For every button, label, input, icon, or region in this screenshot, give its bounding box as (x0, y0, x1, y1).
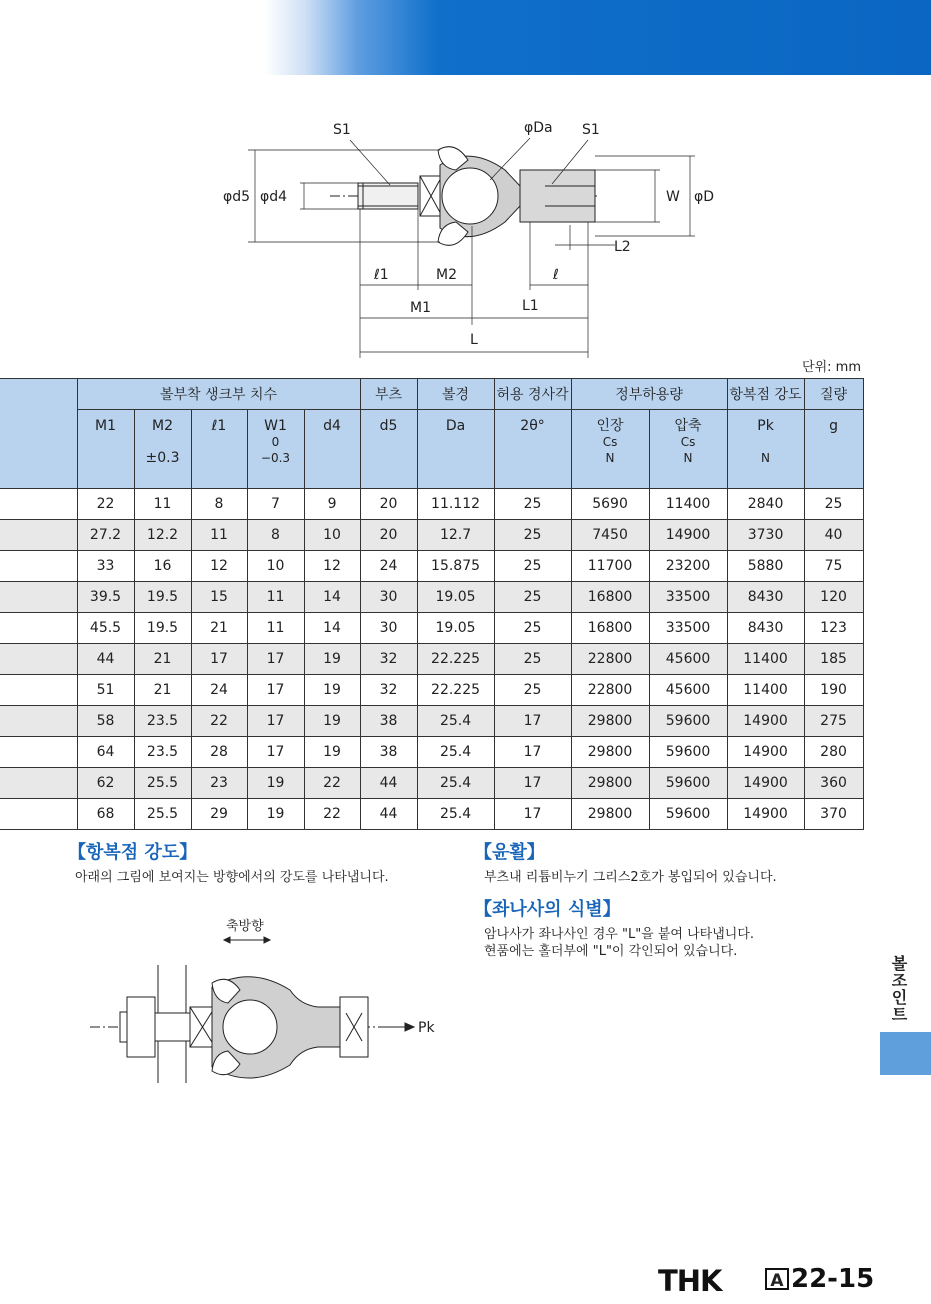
table-cell: 32 (360, 675, 417, 706)
table-cell: 25 (494, 582, 571, 613)
table-cell: 14900 (727, 706, 804, 737)
table-cell: 28 (191, 737, 247, 768)
row-blank-cell (0, 737, 77, 768)
table-cell: 23200 (649, 551, 727, 582)
row-blank-cell (0, 644, 77, 675)
page-prefix-box: A (765, 1268, 789, 1290)
table-cell: 8 (247, 520, 304, 551)
table-cell: 20 (360, 520, 417, 551)
left-thread-text-2: 현품에는 홀더부에 "L"이 각인되어 있습니다. (484, 944, 738, 959)
table-cell: 14900 (649, 520, 727, 551)
table-cell: 16800 (571, 613, 649, 644)
table-cell: 59600 (649, 768, 727, 799)
row-blank-cell (0, 520, 77, 551)
page-number: 22-15 (791, 1264, 875, 1294)
table-cell: 21 (134, 644, 191, 675)
table-cell: 17 (247, 675, 304, 706)
sub-tension: 인장 Cs N (571, 410, 649, 489)
table-cell: 22 (77, 489, 134, 520)
table-cell: 11400 (727, 644, 804, 675)
table-cell: 12.2 (134, 520, 191, 551)
table-cell: 17 (247, 737, 304, 768)
table-cell: 11 (134, 489, 191, 520)
table-row (0, 675, 863, 706)
table-row (0, 551, 863, 582)
table-cell: 12 (191, 551, 247, 582)
table-cell: 11 (247, 613, 304, 644)
table-cell: 17 (494, 768, 571, 799)
header-bolt-shank: 볼부착 생크부 치수 (77, 379, 360, 410)
table-cell: 29800 (571, 799, 649, 830)
table-cell: 29800 (571, 706, 649, 737)
sub-w1: W1 0 −0.3 (247, 410, 304, 489)
label-ell1: ℓ1 (374, 267, 389, 283)
table-cell: 5880 (727, 551, 804, 582)
table-cell: 11.112 (417, 489, 494, 520)
table-cell: 11400 (649, 489, 727, 520)
table-cell: 19.5 (134, 613, 191, 644)
row-blank-cell (0, 768, 77, 799)
label-ell: ℓ (553, 267, 559, 283)
yield-section-title: 【항복점 강도】 (68, 842, 198, 863)
table-cell: 33 (77, 551, 134, 582)
ball-joint-drawing (0, 0, 931, 370)
lube-section-title: 【윤활】 (474, 842, 545, 863)
table-cell: 45.5 (77, 613, 134, 644)
row-blank-cell (0, 706, 77, 737)
left-thread-section-title: 【좌나사의 식별】 (474, 899, 621, 920)
table-cell: 14 (304, 582, 360, 613)
row-blank-cell (0, 489, 77, 520)
header-blank (0, 379, 77, 489)
sub-m1: M1 (77, 410, 134, 489)
table-cell: 16800 (571, 582, 649, 613)
table-cell: 17 (247, 644, 304, 675)
table-cell: 59600 (649, 706, 727, 737)
unit-label: 단위: mm (802, 360, 861, 375)
table-row (0, 737, 863, 768)
table-cell: 22.225 (417, 644, 494, 675)
table-cell: 2840 (727, 489, 804, 520)
table-cell: 19 (304, 644, 360, 675)
table-cell: 280 (804, 737, 863, 768)
label-l2: L2 (614, 239, 631, 255)
label-phi-d4: φd4 (260, 189, 288, 205)
table-cell: 19 (304, 737, 360, 768)
table-cell: 10 (247, 551, 304, 582)
table-cell: 123 (804, 613, 863, 644)
table-cell: 5690 (571, 489, 649, 520)
table-cell: 44 (360, 768, 417, 799)
label-m2: M2 (436, 267, 457, 283)
table-row (0, 520, 863, 551)
table-cell: 21 (191, 613, 247, 644)
table-cell: 22800 (571, 675, 649, 706)
table-cell: 21 (134, 675, 191, 706)
table-cell: 9 (304, 489, 360, 520)
spec-table-body (0, 489, 863, 830)
table-cell: 45600 (649, 675, 727, 706)
table-cell: 17 (494, 737, 571, 768)
table-cell: 40 (804, 520, 863, 551)
table-cell: 25 (494, 489, 571, 520)
table-cell: 24 (360, 551, 417, 582)
table-cell: 8 (191, 489, 247, 520)
table-cell: 22 (304, 768, 360, 799)
table-cell: 25.5 (134, 799, 191, 830)
table-cell: 17 (494, 799, 571, 830)
table-cell: 22 (304, 799, 360, 830)
side-tab-marker (880, 1032, 931, 1075)
side-category-label: 볼조인트 (889, 955, 908, 1023)
table-cell: 33500 (649, 582, 727, 613)
sub-da: Da (417, 410, 494, 489)
sub-g: g (804, 410, 863, 489)
table-cell: 22800 (571, 644, 649, 675)
table-cell: 25 (494, 520, 571, 551)
yield-strength-drawing (0, 935, 460, 1085)
table-cell: 25 (494, 675, 571, 706)
table-cell: 19.05 (417, 613, 494, 644)
table-cell: 17 (191, 644, 247, 675)
table-cell: 44 (77, 644, 134, 675)
label-phi-d: φD (694, 189, 715, 205)
table-cell: 19 (304, 706, 360, 737)
table-cell: 22.225 (417, 675, 494, 706)
table-cell: 17 (247, 706, 304, 737)
table-cell: 19.5 (134, 582, 191, 613)
table-cell: 25.4 (417, 768, 494, 799)
table-cell: 25.4 (417, 706, 494, 737)
table-cell: 360 (804, 768, 863, 799)
table-cell: 14900 (727, 799, 804, 830)
table-cell: 20 (360, 489, 417, 520)
table-cell: 29 (191, 799, 247, 830)
sub-m2: M2 ±0.3 (134, 410, 191, 489)
table-cell: 24 (191, 675, 247, 706)
table-cell: 185 (804, 644, 863, 675)
header-mass: 질량 (804, 379, 863, 410)
table-cell: 15 (191, 582, 247, 613)
table-cell: 11400 (727, 675, 804, 706)
table-cell: 68 (77, 799, 134, 830)
table-cell: 275 (804, 706, 863, 737)
table-cell: 25.4 (417, 799, 494, 830)
table-cell: 44 (360, 799, 417, 830)
table-cell: 62 (77, 768, 134, 799)
table-cell: 38 (360, 706, 417, 737)
header-angle: 허용 경사각 (494, 379, 571, 410)
table-cell: 15.875 (417, 551, 494, 582)
table-cell: 8430 (727, 582, 804, 613)
sub-pk: Pk N (727, 410, 804, 489)
table-row (0, 706, 863, 737)
label-phi-d5: φd5 (223, 189, 251, 205)
table-cell: 7450 (571, 520, 649, 551)
table-cell: 58 (77, 706, 134, 737)
table-cell: 12 (304, 551, 360, 582)
table-cell: 19 (247, 799, 304, 830)
table-cell: 120 (804, 582, 863, 613)
table-cell: 14 (304, 613, 360, 644)
table-cell: 8430 (727, 613, 804, 644)
table-row (0, 768, 863, 799)
label-l: L (470, 332, 478, 348)
table-cell: 59600 (649, 799, 727, 830)
table-cell: 38 (360, 737, 417, 768)
header-yield: 항복점 강도 (727, 379, 804, 410)
table-cell: 7 (247, 489, 304, 520)
table-cell: 19 (304, 675, 360, 706)
table-cell: 75 (804, 551, 863, 582)
table-cell: 64 (77, 737, 134, 768)
row-blank-cell (0, 613, 77, 644)
table-cell: 33500 (649, 613, 727, 644)
table-cell: 22 (191, 706, 247, 737)
yield-section-text: 아래의 그림에 보여지는 방향에서의 강도를 나타냅니다. (75, 870, 389, 885)
axis-direction-label: 축방향 (226, 919, 264, 934)
table-cell: 11700 (571, 551, 649, 582)
table-cell: 25 (494, 551, 571, 582)
table-row (0, 613, 863, 644)
header-static-load: 정부하용량 (571, 379, 727, 410)
table-cell: 29800 (571, 737, 649, 768)
table-cell: 51 (77, 675, 134, 706)
sub-d5: d5 (360, 410, 417, 489)
table-cell: 27.2 (77, 520, 134, 551)
header-body: 부츠 (360, 379, 417, 410)
label-w: W (666, 189, 680, 205)
table-cell: 32 (360, 644, 417, 675)
table-cell: 30 (360, 582, 417, 613)
table-cell: 25 (494, 644, 571, 675)
table-cell: 30 (360, 613, 417, 644)
table-cell: 29800 (571, 768, 649, 799)
table-cell: 23.5 (134, 706, 191, 737)
sub-angle: 2θ° (494, 410, 571, 489)
row-blank-cell (0, 799, 77, 830)
lube-section-text: 부츠내 리튬비누기 그리스2호가 봉입되어 있습니다. (484, 870, 777, 885)
sub-compression: 압축 Cs N (649, 410, 727, 489)
table-cell: 25.4 (417, 737, 494, 768)
label-s1-left: S1 (333, 122, 351, 138)
table-cell: 14900 (727, 768, 804, 799)
table-cell: 14900 (727, 737, 804, 768)
sub-l1: ℓ1 (191, 410, 247, 489)
row-blank-cell (0, 551, 77, 582)
table-cell: 190 (804, 675, 863, 706)
table-cell: 19 (247, 768, 304, 799)
label-l1: L1 (522, 298, 539, 314)
table-cell: 45600 (649, 644, 727, 675)
table-cell: 3730 (727, 520, 804, 551)
table-cell: 11 (247, 582, 304, 613)
table-cell: 23 (191, 768, 247, 799)
row-blank-cell (0, 582, 77, 613)
table-cell: 12.7 (417, 520, 494, 551)
pk-label: Pk (418, 1020, 435, 1036)
table-row (0, 582, 863, 613)
table-cell: 25.5 (134, 768, 191, 799)
row-blank-cell (0, 675, 77, 706)
table-cell: 370 (804, 799, 863, 830)
label-phi-da: φDa (524, 120, 553, 136)
table-cell: 16 (134, 551, 191, 582)
table-cell: 11 (191, 520, 247, 551)
table-cell: 10 (304, 520, 360, 551)
spec-table (0, 378, 864, 830)
table-cell: 25 (804, 489, 863, 520)
sub-d4: d4 (304, 410, 360, 489)
table-cell: 59600 (649, 737, 727, 768)
table-row (0, 644, 863, 675)
table-cell: 19.05 (417, 582, 494, 613)
table-row (0, 799, 863, 830)
thk-logo: THK (658, 1264, 722, 1298)
table-row (0, 489, 863, 520)
label-s1-right: S1 (582, 122, 600, 138)
table-cell: 17 (494, 706, 571, 737)
table-cell: 39.5 (77, 582, 134, 613)
left-thread-text-1: 암나사가 좌나사인 경우 "L"을 붙여 나타냅니다. (484, 927, 755, 942)
table-cell: 25 (494, 613, 571, 644)
header-ball: 볼경 (417, 379, 494, 410)
table-cell: 23.5 (134, 737, 191, 768)
label-m1: M1 (410, 300, 431, 316)
